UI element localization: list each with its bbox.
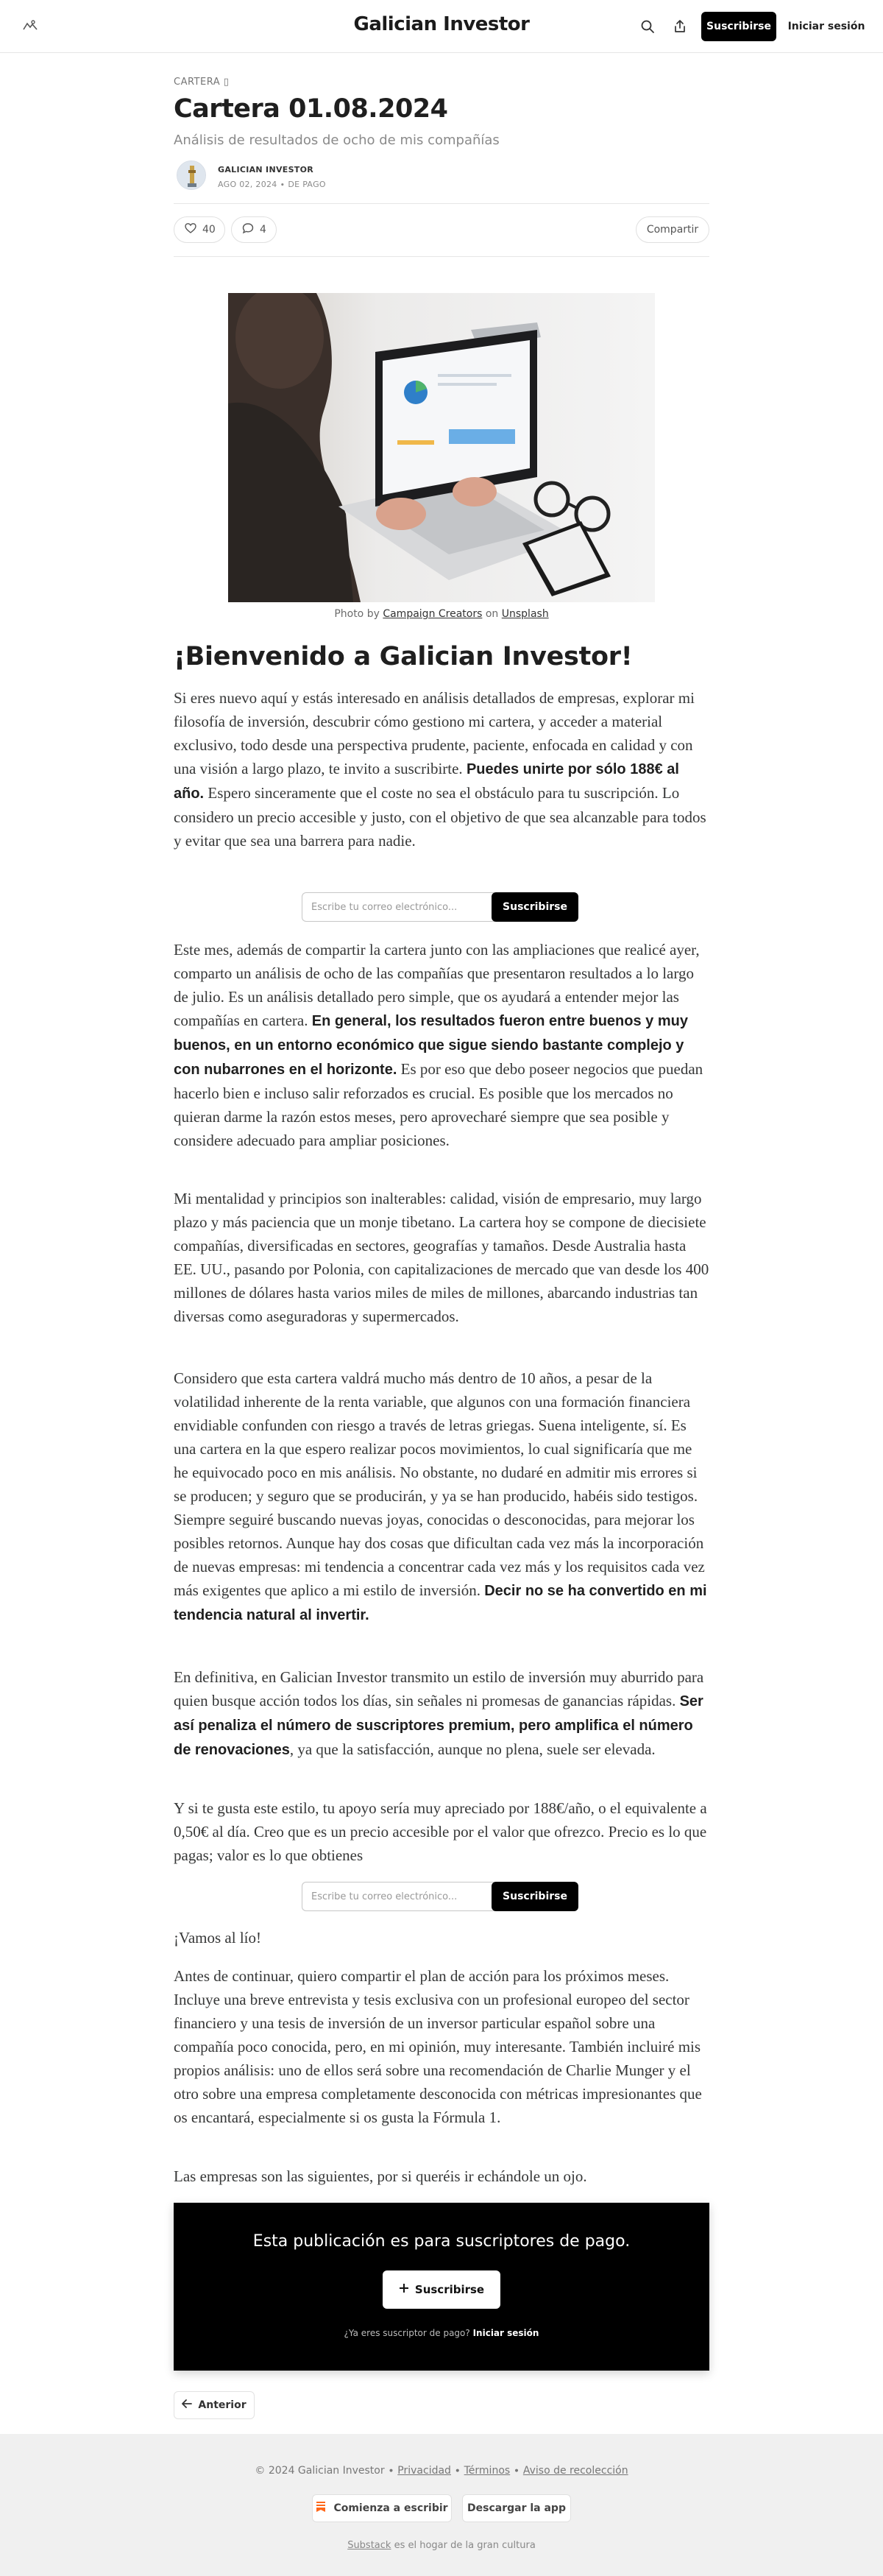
caption-prefix: Photo by — [334, 608, 383, 620]
top-navigation-bar — [0, 0, 883, 53]
comment-count: 4 — [260, 224, 266, 236]
copyright: © 2024 Galician Investor — [255, 2465, 385, 2477]
comment-icon — [242, 222, 254, 237]
bold-run: Ser así penaliza el número de suscriptores premium, pero amplifica el número de renovaciones — [174, 1693, 703, 1758]
separator: ∙ — [384, 2465, 398, 2477]
heart-icon — [185, 222, 196, 237]
separator: ∙ — [450, 2465, 464, 2477]
welcome-heading: ¡Bienvenido a Galician Investor! — [174, 642, 633, 671]
start-writing-button[interactable] — [312, 2494, 452, 2522]
body-paragraph: Y si te gusta este estilo, tu apoyo sería muy apreciado por 188€/año, o el equivalente a 0,50€ al día. Creo que es un precio accesible por el valor que ofrezco. Precio es lo que pagas; valor es lo que obtienes — [174, 1799, 707, 1864]
body-paragraph — [174, 938, 709, 1152]
divider — [174, 203, 709, 204]
substack-icon — [316, 2501, 326, 2516]
sign-in-button[interactable]: Iniciar sesión — [787, 21, 865, 32]
body-paragraph: ¡Vamos al lío! — [174, 1929, 261, 1947]
meta-separator: ∙ — [280, 180, 286, 189]
previous-post-button[interactable] — [174, 2391, 255, 2419]
plus-icon — [399, 2283, 409, 2296]
text-run: Este mes, además de compartir la cartera junto con las ampliaciones que realicé ayer, comparto un análisis de ocho de las compañías que presentaron resultados a lo largo de julio. Es un análisis detallado pero simple, que os ayudará a entender mejor las compañías en cartera. — [174, 941, 700, 1029]
subscribe-button[interactable]: Suscribirse — [701, 12, 776, 41]
like-button[interactable] — [174, 216, 225, 243]
get-app-button[interactable]: Descargar la app — [462, 2494, 571, 2522]
paywall — [174, 2203, 709, 2371]
caption-author-link[interactable]: Campaign Creators — [383, 608, 483, 620]
access-label: DE PAGO — [288, 180, 326, 189]
separator: ∙ — [510, 2465, 523, 2477]
divider — [174, 256, 709, 257]
intro-paragraph — [174, 686, 709, 853]
subscribe-form — [302, 892, 581, 922]
subscribe-form-button[interactable]: Suscribirse — [492, 1882, 578, 1911]
paywall-message: Esta publicación es para suscriptores de pago. — [252, 2232, 631, 2251]
text-run: Espero sinceramente que el coste no sea el obstáculo para tu suscripción. Lo considero un precio accesible y justo, con el objetivo de que sea alcanzable para todos y evitar que sea una barrera para nadie. — [174, 784, 706, 850]
body-paragraph — [174, 1665, 709, 1762]
text-run: Es por eso que debo poseer negocios que puedan hacerlo bien e incluso salir reforzados es crucial. Es posible que los mercados no quieran darme la razón estos meses, pero aprovecharé siempre que sea posible y considere adecuado para ampliar posiciones. — [174, 1060, 703, 1149]
paywall-subscribe-button[interactable] — [383, 2270, 500, 2309]
footer-links — [0, 2465, 883, 2477]
text-run: , ya que la satisfacción, aunque no plena, suele ser elevada. — [289, 1740, 656, 1758]
caption-source-link[interactable]: Unsplash — [501, 608, 549, 620]
arrow-left-icon — [182, 2399, 192, 2412]
section-label[interactable]: CARTERA ▯ — [174, 77, 230, 88]
paywall-subscribe-label: Suscribirse — [414, 2283, 485, 2296]
caption-mid: on — [482, 608, 502, 620]
body-paragraph: Las empresas son las siguientes, por si queréis ir echándole un ojo. — [174, 2167, 587, 2185]
post-subtitle: Análisis de resultados de ocho de mis compañías — [174, 133, 500, 148]
bold-run: En general, los resultados fueron entre buenos y muy buenos, en un entorno económico que sigue siendo bastante complejo y con nubarrones en el horizonte. — [174, 1013, 688, 1078]
paywall-signin-link[interactable]: Iniciar sesión — [472, 2328, 539, 2338]
like-count: 40 — [202, 224, 216, 236]
body-paragraph — [174, 1366, 709, 1627]
bold-run: Puedes unirte por sólo 188€ al año. — [174, 761, 679, 802]
author-avatar[interactable] — [177, 160, 206, 190]
post-hero-image[interactable] — [228, 293, 655, 602]
email-input[interactable]: Escribe tu correo electrónico... — [302, 892, 494, 922]
text-run: Considero que esta cartera valdrá mucho más dentro de 10 años, a pesar de la volatilidad inherente de la renta variable, que algunos con una formación financiera envidiable confunden con riesgo a través de letras griegas. Suena inteligente, sí. Es una cartera en la que espero realizar pocos movimientos, lo cual significaría que me he equivocado poco en mis análisis. No obstante, no dudaré en admitir mis errores si se producen; y seguro que se producirán, y ya se han producido, habéis sido testigos. Siempre seguiré buscando nuevas joyas, conocidas o desconocidas, para mejorar los posibles retornos. Aunque hay dos cosas que dificultan cada vez más la incorporación de nuevas empresas: mi tendencia a concentrar cada vez más y los requisitos cada vez más exigentes que aplico a mi estilo de inversión. — [174, 1369, 705, 1599]
image-caption — [0, 608, 883, 620]
paywall-signin-prompt — [174, 2328, 709, 2338]
page-footer — [0, 2434, 883, 2576]
share-icon[interactable] — [670, 16, 690, 37]
tagline-text: es el hogar de la gran cultura — [391, 2540, 536, 2551]
author-name[interactable]: GALICIAN INVESTOR — [218, 165, 314, 174]
body-paragraph: Mi mentalidad y principios son inalterables: calidad, visión de empresario, muy largo plazo y más paciencia que un monje tibetano. La cartera hoy se compone de diecisiete compañías, diversificadas en sectores, geografías y tamaños. Desde Australia hasta EE. UU., pasando por Polonia, con capitalizaciones de mercado que van desde los 400 millones de dólares hasta varios miles de miles de millones, abarcando industrias tan diversas como aseguradoras y supermercados. — [174, 1190, 709, 1325]
share-button[interactable]: Compartir — [636, 216, 709, 243]
bold-run: Decir no se ha convertido en mi tendencia natural al invertir. — [174, 1583, 707, 1623]
paywall-prompt-text: ¿Ya eres suscriptor de pago? — [344, 2328, 473, 2338]
subscribe-form-button[interactable]: Suscribirse — [492, 892, 578, 922]
email-input[interactable]: Escribe tu correo electrónico... — [302, 1882, 494, 1911]
site-title[interactable]: Galician Investor — [353, 13, 530, 35]
text-run: En definitiva, en Galician Investor transmito un estilo de inversión muy aburrido para quien busque acción todos los días, sin señales ni promesas de ganancias rápidas. — [174, 1668, 704, 1709]
subscribe-form — [302, 1882, 581, 1911]
text-run: Si eres nuevo aquí y estás interesado en análisis detallados de empresas, explorar mi filosofía de inversión, descubrir cómo gestiono mi cartera, y acceder a material exclusivo, todo desde una perspectiva prudente, paciente, enfocada en calidad y con una visión a largo plazo, te invito a suscribirte. — [174, 689, 695, 777]
comments-button[interactable] — [231, 216, 277, 243]
post-date: AGO 02, 2024 — [218, 180, 277, 189]
search-icon[interactable] — [637, 16, 658, 37]
start-writing-label: Comienza a escribir — [333, 2502, 448, 2514]
substack-link[interactable]: Substack — [347, 2540, 391, 2551]
previous-label: Anterior — [198, 2399, 247, 2411]
terms-link[interactable]: Términos — [464, 2465, 511, 2477]
body-paragraph: Antes de continuar, quiero compartir el plan de acción para los próximos meses. Incluye una breve entrevista y tesis exclusiva con un profesional europeo del sector financiero y una tesis de inversión de un inversor particular español sobre una compañía poco conocida, pero, en mi opinión, muy interesante. También incluiré mis propios análisis: uno de ellos será sobre una recomendación de Charlie Munger y el otro sobre una empresa completamente desconocida con métricas impresionantes que os encantará, especialmente si os gusta la Fórmula 1. — [174, 1967, 702, 2126]
collection-notice-link[interactable]: Aviso de recolección — [522, 2465, 628, 2477]
footer-tagline — [0, 2540, 883, 2551]
post-meta — [218, 180, 326, 189]
privacy-link[interactable]: Privacidad — [397, 2465, 451, 2477]
post-title: Cartera 01.08.2024 — [174, 94, 448, 124]
